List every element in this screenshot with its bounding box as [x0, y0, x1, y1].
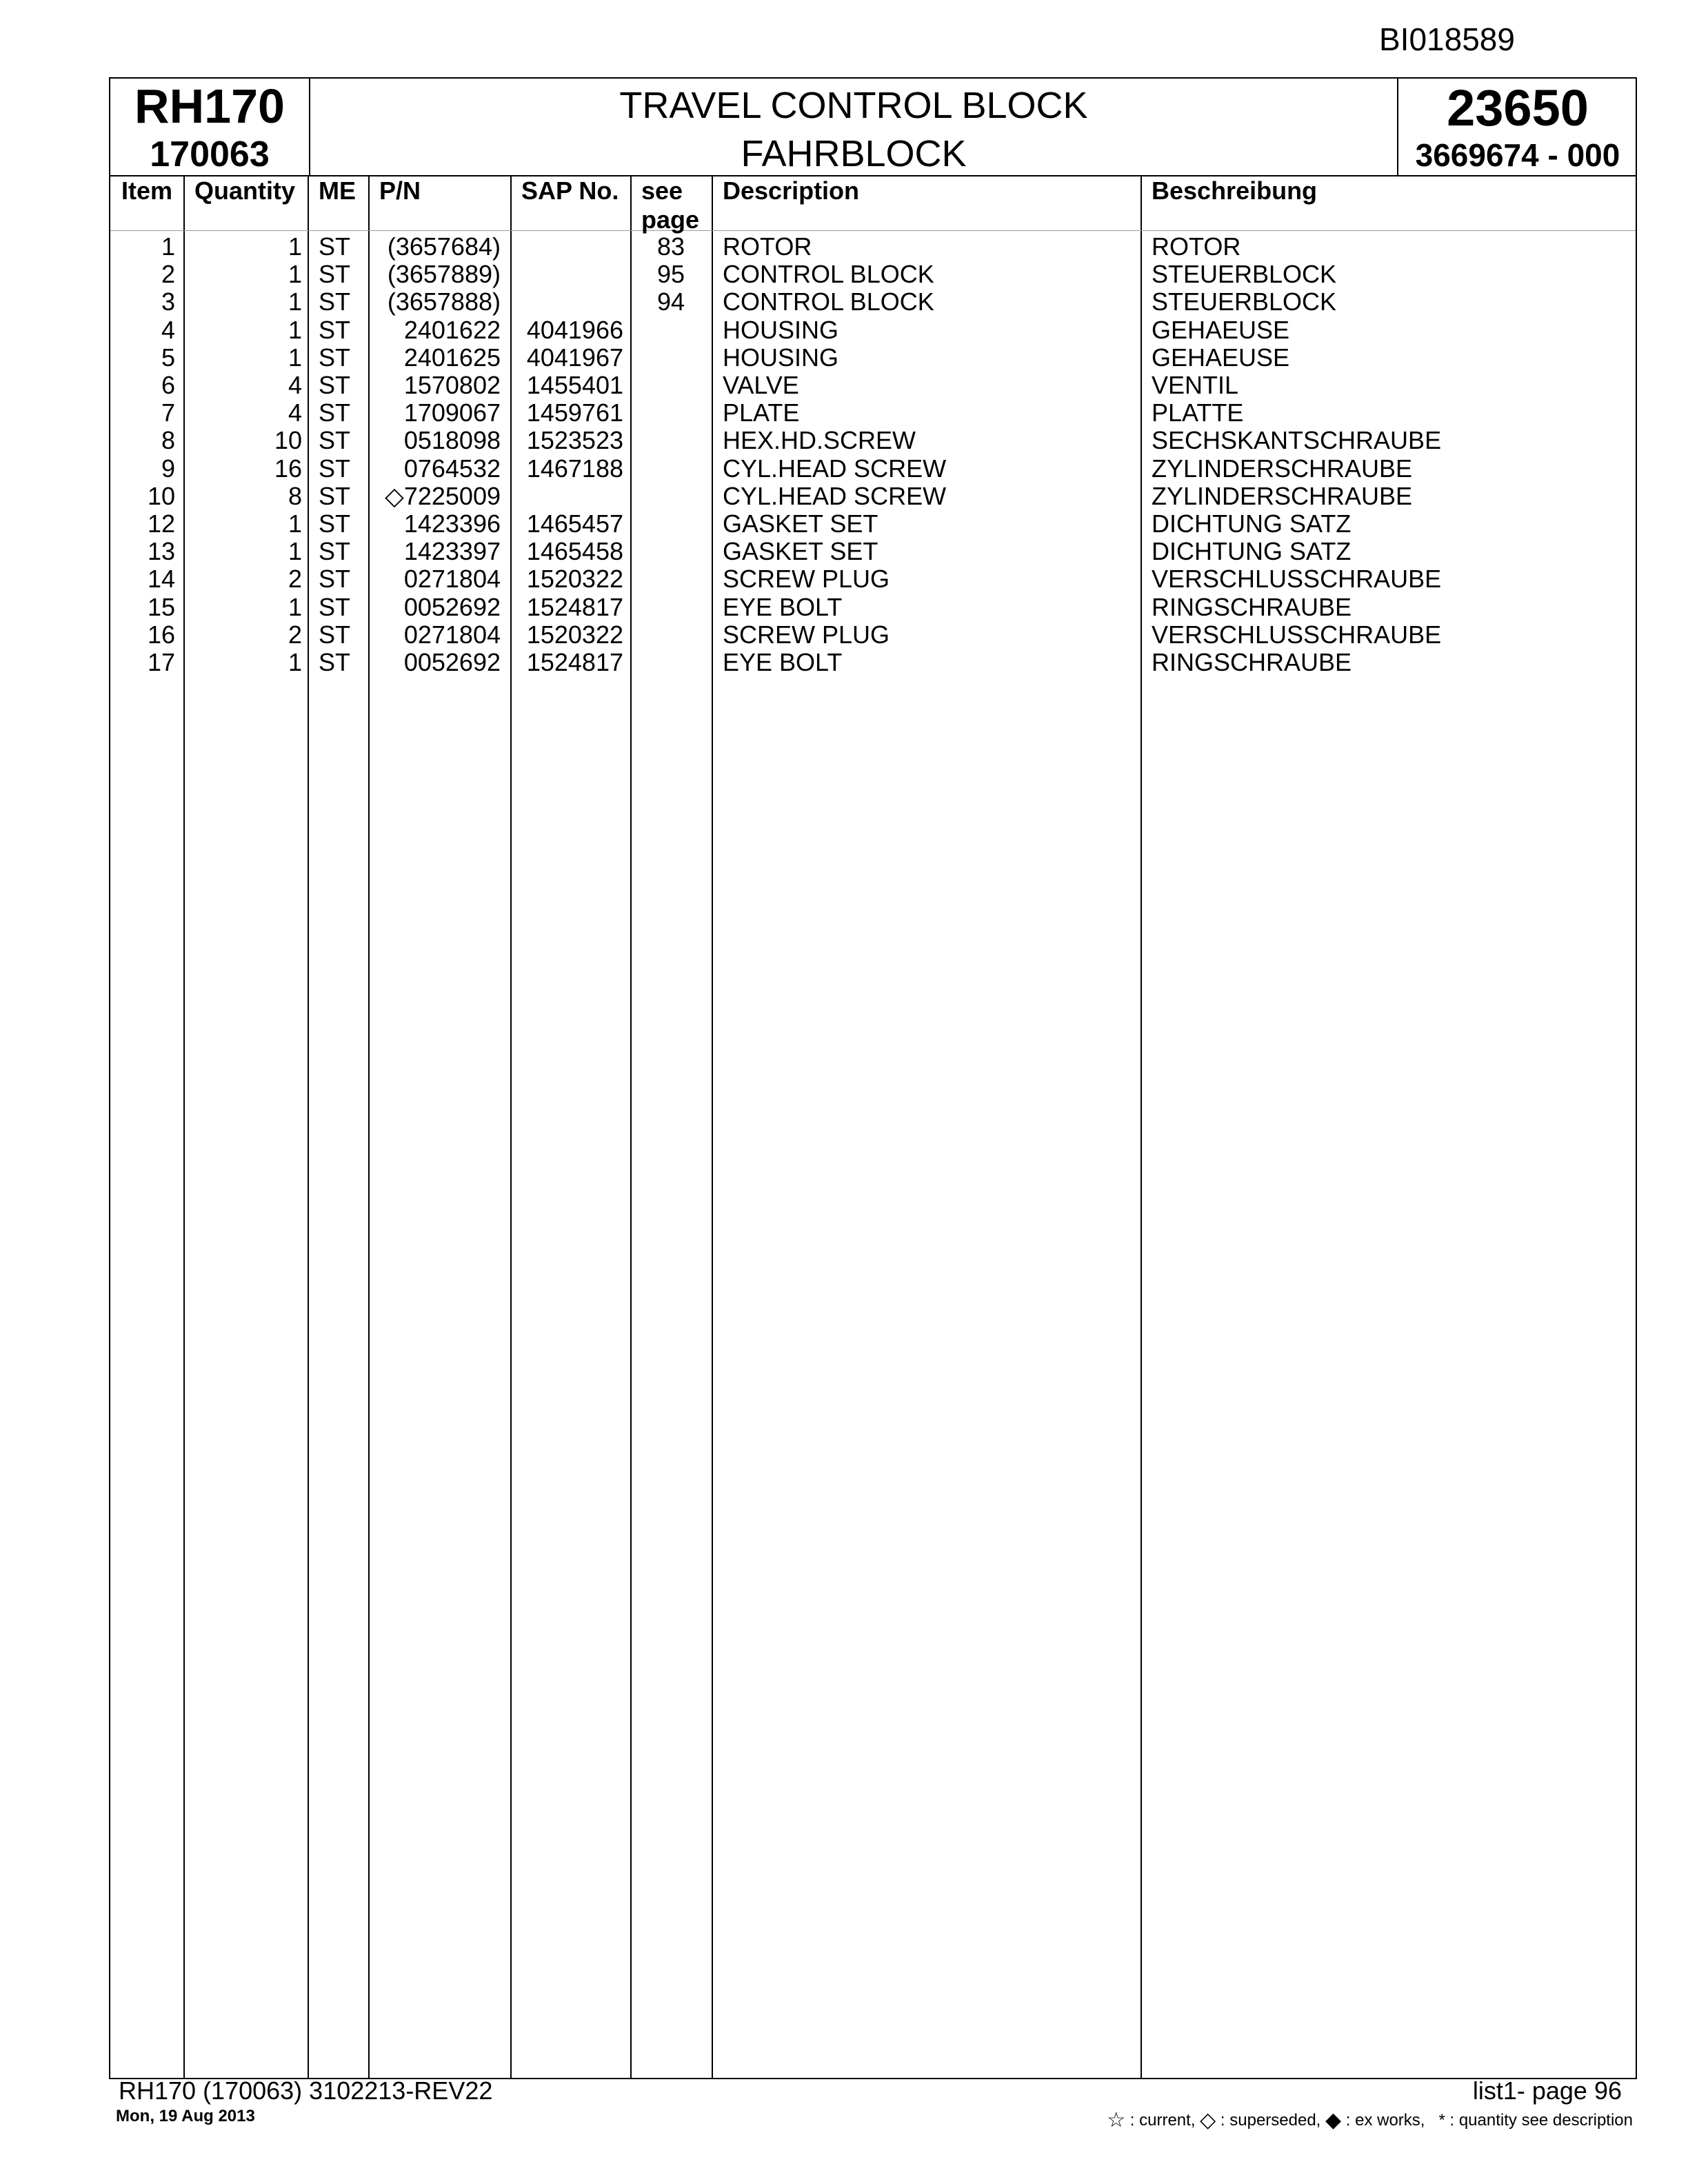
cell-item: 6: [161, 371, 175, 399]
column-header-page: page: [641, 205, 700, 234]
footer-legend: [1107, 2108, 1633, 2132]
cell-beschreibung: VERSCHLUSSCHRAUBE: [1152, 620, 1442, 649]
cell-pn: (3657684): [387, 232, 501, 261]
footer-page-reference: list1- page 96: [1472, 2076, 1622, 2105]
column-header-pn: P/N: [379, 176, 421, 205]
diamond-outline-icon: ◇: [1200, 2109, 1216, 2132]
cell-description: HOUSING: [723, 343, 839, 372]
cell-see-page: 95: [656, 260, 685, 289]
cell-item: 14: [147, 565, 175, 594]
cell-description: EYE BOLT: [723, 592, 843, 621]
cell-me: ST: [319, 592, 351, 621]
cell-beschreibung: PLATTE: [1152, 398, 1244, 427]
diamond-filled-icon: ◆: [1325, 2109, 1342, 2132]
table-row: [110, 455, 1636, 483]
column-header-description: Description: [723, 176, 860, 205]
cell-pn: 2401622: [403, 315, 501, 344]
title-german: FAHRBLOCK: [741, 133, 967, 174]
cell-me: ST: [319, 481, 351, 510]
cell-beschreibung: ROTOR: [1152, 232, 1241, 261]
cell-description: GASKET SET: [723, 509, 878, 538]
asterisk-icon: *: [1438, 2111, 1445, 2130]
cell-item: 5: [161, 343, 175, 372]
cell-pn: 1423397: [403, 537, 501, 566]
cell-quantity: 4: [288, 398, 302, 427]
column-header-see: see: [641, 176, 683, 205]
group-box: [1397, 79, 1637, 175]
cell-beschreibung: RINGSCHRAUBE: [1152, 648, 1352, 676]
cell-item: 15: [147, 592, 175, 621]
cell-pn: 2401625: [403, 343, 501, 372]
cell-beschreibung: ZYLINDERSCHRAUBE: [1152, 454, 1413, 483]
cell-pn: (3657889): [387, 260, 501, 289]
cell-beschreibung: DICHTUNG SATZ: [1152, 509, 1352, 538]
cell-item: 3: [161, 287, 175, 316]
cell-description: SCREW PLUG: [723, 620, 890, 649]
legend-superseded: : superseded,: [1220, 2111, 1321, 2130]
cell-description: VALVE: [723, 371, 799, 399]
column-header-item: Item: [121, 176, 173, 205]
cell-quantity: 1: [288, 509, 302, 538]
cell-pn: 0271804: [403, 620, 501, 649]
cell-item: 2: [161, 260, 175, 289]
model-box: [110, 79, 310, 175]
cell-me: ST: [319, 287, 351, 316]
cell-item: 8: [161, 426, 175, 455]
cell-sap: 1524817: [526, 592, 623, 621]
cell-item: 13: [147, 537, 175, 566]
table-row: [110, 344, 1636, 372]
cell-sap: 1524817: [526, 648, 623, 676]
cell-me: ST: [319, 565, 351, 594]
cell-description: CONTROL BLOCK: [723, 287, 934, 316]
cell-item: 10: [147, 481, 175, 510]
column-header-sap: SAP No.: [521, 176, 619, 205]
cell-quantity: 1: [288, 232, 302, 261]
table-row: [110, 399, 1636, 427]
cell-item: 9: [161, 454, 175, 483]
cell-quantity: 2: [288, 620, 302, 649]
cell-me: ST: [319, 537, 351, 566]
document-id: BI018589: [1379, 21, 1515, 57]
cell-me: ST: [319, 509, 351, 538]
cell-quantity: 1: [288, 537, 302, 566]
cell-beschreibung: GEHAEUSE: [1152, 315, 1290, 344]
cell-me: ST: [319, 371, 351, 399]
cell-pn: 0271804: [403, 565, 501, 594]
cell-item: 1: [161, 232, 175, 261]
cell-item: 12: [147, 509, 175, 538]
cell-beschreibung: VERSCHLUSSCHRAUBE: [1152, 565, 1442, 594]
cell-description: PLATE: [723, 398, 800, 427]
cell-description: EYE BOLT: [723, 648, 843, 676]
cell-quantity: 1: [288, 287, 302, 316]
cell-quantity: 4: [288, 371, 302, 399]
table-row: [110, 483, 1636, 510]
table-row: [110, 565, 1636, 593]
cell-pn: 0052692: [403, 592, 501, 621]
table-row: [110, 288, 1636, 316]
cell-sap: 1467188: [526, 454, 623, 483]
legend-current: : current,: [1129, 2111, 1196, 2130]
cell-quantity: 1: [288, 592, 302, 621]
cell-description: SCREW PLUG: [723, 565, 890, 594]
cell-beschreibung: STEUERBLOCK: [1152, 287, 1337, 316]
table-row: [110, 594, 1636, 621]
column-header-me: ME: [319, 176, 356, 205]
table-row: [110, 233, 1636, 261]
cell-sap: 4041966: [526, 315, 623, 344]
cell-description: HEX.HD.SCREW: [723, 426, 916, 455]
cell-item: 4: [161, 315, 175, 344]
table-row: [110, 261, 1636, 288]
header-separator: [110, 230, 1636, 231]
cell-pn: 1709067: [403, 398, 501, 427]
cell-item: 16: [147, 620, 175, 649]
cell-pn: 1570802: [403, 371, 501, 399]
cell-see-page: 94: [656, 287, 685, 316]
cell-beschreibung: SECHSKANTSCHRAUBE: [1152, 426, 1442, 455]
cell-sap: 1523523: [526, 426, 623, 455]
cell-beschreibung: ZYLINDERSCHRAUBE: [1152, 481, 1413, 510]
cell-beschreibung: VENTIL: [1152, 371, 1239, 399]
cell-description: ROTOR: [723, 232, 812, 261]
drawing-number: 3669674 - 000: [1415, 137, 1620, 173]
table-row: [110, 427, 1636, 454]
star-icon: ☆: [1107, 2109, 1126, 2132]
cell-beschreibung: DICHTUNG SATZ: [1152, 537, 1352, 566]
cell-pn: 1423396: [403, 509, 501, 538]
cell-me: ST: [319, 454, 351, 483]
cell-sap: 1455401: [526, 371, 623, 399]
cell-me: ST: [319, 648, 351, 676]
table-row: [110, 649, 1636, 676]
cell-sap: 1459761: [526, 398, 623, 427]
cell-description: HOUSING: [723, 315, 839, 344]
cell-item: 17: [147, 648, 175, 676]
table-row: [110, 316, 1636, 344]
cell-description: CYL.HEAD SCREW: [723, 481, 947, 510]
cell-quantity: 1: [288, 343, 302, 372]
cell-pn: 0764532: [403, 454, 501, 483]
model-name: RH170: [134, 79, 285, 133]
footer-date: Mon, 19 Aug 2013: [116, 2107, 255, 2125]
group-number: 23650: [1447, 79, 1589, 136]
cell-me: ST: [319, 398, 351, 427]
cell-description: CYL.HEAD SCREW: [723, 454, 947, 483]
table-row: [110, 621, 1636, 649]
serial-number: 170063: [150, 134, 270, 174]
cell-sap: 4041967: [526, 343, 623, 372]
cell-quantity: 16: [274, 454, 302, 483]
legend-quantity: : quantity see description: [1449, 2111, 1633, 2130]
cell-quantity: 8: [288, 481, 302, 510]
cell-beschreibung: GEHAEUSE: [1152, 343, 1290, 372]
legend-ex-works: : ex works,: [1345, 2111, 1425, 2130]
cell-item: 7: [161, 398, 175, 427]
cell-sap: 1465457: [526, 509, 623, 538]
cell-pn: ◇7225009: [385, 481, 501, 510]
cell-sap: 1520322: [526, 565, 623, 594]
cell-description: CONTROL BLOCK: [723, 260, 934, 289]
cell-beschreibung: STEUERBLOCK: [1152, 260, 1337, 289]
title-block: [110, 79, 1636, 176]
cell-quantity: 1: [288, 648, 302, 676]
cell-pn: 0052692: [403, 648, 501, 676]
cell-me: ST: [319, 426, 351, 455]
cell-quantity: 10: [274, 426, 302, 455]
cell-sap: 1465458: [526, 537, 623, 566]
cell-me: ST: [319, 315, 351, 344]
table-row: [110, 372, 1636, 399]
cell-me: ST: [319, 232, 351, 261]
footer-document-reference: RH170 (170063) 3102213-REV22: [119, 2076, 493, 2105]
column-header-beschreibung: Beschreibung: [1152, 176, 1318, 205]
cell-me: ST: [319, 343, 351, 372]
title-english: TRAVEL CONTROL BLOCK: [619, 85, 1088, 126]
table-row: [110, 538, 1636, 565]
cell-description: GASKET SET: [723, 537, 878, 566]
cell-beschreibung: RINGSCHRAUBE: [1152, 592, 1352, 621]
cell-pn: (3657888): [387, 287, 501, 316]
cell-quantity: 1: [288, 260, 302, 289]
cell-pn: 0518098: [403, 426, 501, 455]
cell-quantity: 2: [288, 565, 302, 594]
parts-list-frame: [109, 77, 1637, 2079]
cell-sap: 1520322: [526, 620, 623, 649]
table-row: [110, 510, 1636, 538]
column-header-quantity: Quantity: [194, 176, 296, 205]
cell-me: ST: [319, 260, 351, 289]
cell-see-page: 83: [656, 232, 685, 261]
cell-quantity: 1: [288, 315, 302, 344]
cell-me: ST: [319, 620, 351, 649]
